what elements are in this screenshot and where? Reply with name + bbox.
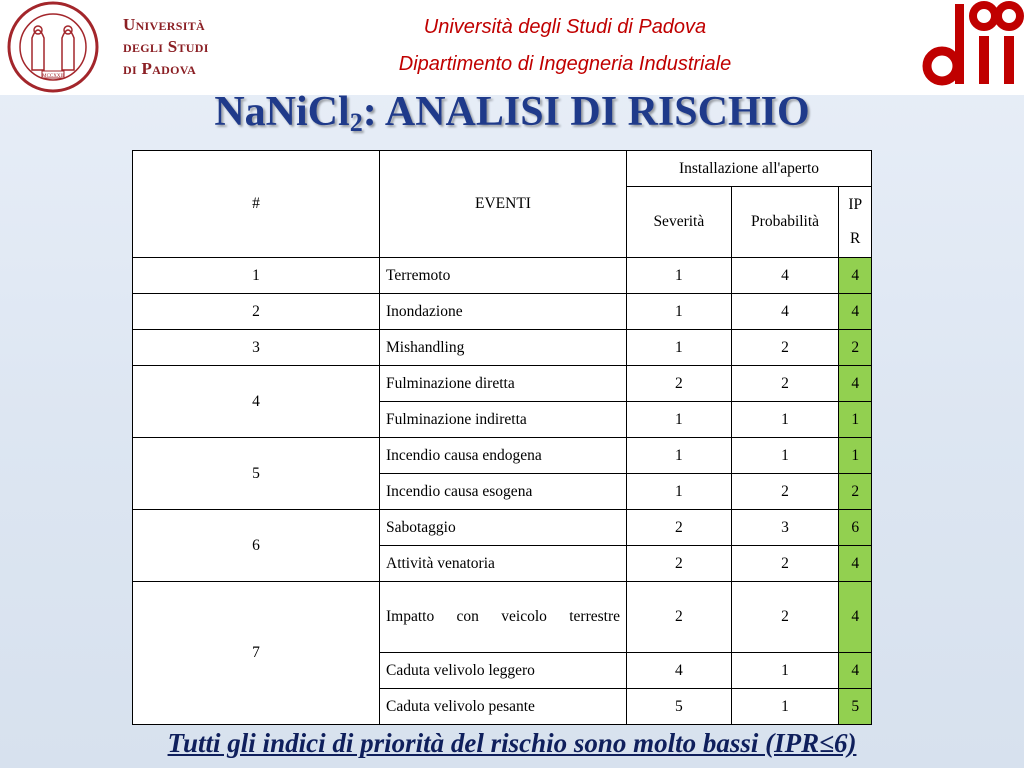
event-name: Terremoto (380, 258, 627, 294)
table-row (133, 258, 872, 294)
header-severity: Severità (627, 187, 732, 258)
footer-note: Tutti gli indici di priorità del rischio sono molto bassi (IPR≤6) (167, 728, 857, 758)
probability-value: 1 (731, 653, 839, 689)
severity-value: 2 (627, 582, 732, 653)
university-name-line2: degli Studi (123, 37, 209, 56)
ipr-value: 5 (839, 689, 872, 725)
department-logo (908, 0, 1024, 95)
ipr-value: 4 (839, 294, 872, 330)
row-number: 1 (133, 258, 380, 294)
ipr-value: 6 (839, 510, 872, 546)
table-row (133, 294, 872, 330)
row-number: 3 (133, 330, 380, 366)
header-university: Università degli Studi di Padova (423, 16, 707, 38)
row-number: 5 (133, 438, 380, 510)
row-number: 7 (133, 582, 380, 725)
ipr-value: 4 (839, 582, 872, 653)
ipr-value: 4 (839, 258, 872, 294)
dii-logo-icon (908, 0, 1024, 95)
table-row (133, 366, 872, 402)
table-row (133, 510, 872, 546)
title-subscript: 2 (349, 108, 363, 137)
event-name: Caduta velivolo leggero (380, 653, 627, 689)
header-band (222, 0, 908, 95)
ipr-value: 4 (839, 653, 872, 689)
event-name: Mishandling (380, 330, 627, 366)
university-name (123, 14, 223, 80)
header-department: Dipartimento di Ingegneria Industriale (398, 53, 732, 75)
row-number: 2 (133, 294, 380, 330)
probability-value: 3 (731, 510, 839, 546)
table-row (133, 330, 872, 366)
probability-value: 2 (731, 582, 839, 653)
ipr-value: 2 (839, 474, 872, 510)
ipr-value: 1 (839, 402, 872, 438)
severity-value: 2 (627, 366, 732, 402)
probability-value: 2 (731, 330, 839, 366)
table-header-row-1 (133, 151, 872, 187)
probability-value: 1 (731, 689, 839, 725)
probability-value: 4 (731, 258, 839, 294)
severity-value: 1 (627, 474, 732, 510)
header-ipr-line2: R (850, 230, 861, 247)
row-number: 4 (133, 366, 380, 438)
header-num: # (133, 151, 380, 258)
ipr-value: 4 (839, 546, 872, 582)
probability-value: 2 (731, 546, 839, 582)
table-row (133, 582, 872, 653)
header-group: Installazione all'aperto (627, 151, 872, 187)
university-name-line1: Università (123, 15, 205, 34)
title-suffix: : ANALISI DI RISCHIO (362, 89, 810, 135)
event-name: Inondazione (380, 294, 627, 330)
probability-value: 1 (731, 402, 839, 438)
row-number: 6 (133, 510, 380, 582)
event-name: Fulminazione diretta (380, 366, 627, 402)
probability-value: 2 (731, 366, 839, 402)
header-events: EVENTI (380, 151, 627, 258)
severity-value: 1 (627, 402, 732, 438)
severity-value: 1 (627, 330, 732, 366)
risk-table (132, 150, 872, 725)
probability-value: 4 (731, 294, 839, 330)
seal-year: MCCXXII (42, 74, 64, 79)
event-name: Fulminazione indiretta (380, 402, 627, 438)
ipr-value: 4 (839, 366, 872, 402)
ipr-value: 2 (839, 330, 872, 366)
severity-value: 1 (627, 258, 732, 294)
header-ipr-line1: IP (848, 196, 863, 213)
page-title (0, 88, 1024, 138)
severity-value: 1 (627, 438, 732, 474)
event-name: Sabotaggio (380, 510, 627, 546)
severity-value: 1 (627, 294, 732, 330)
header-ipr (839, 187, 872, 258)
university-name-line3: di Padova (123, 59, 197, 78)
severity-value: 5 (627, 689, 732, 725)
event-name: Caduta velivolo pesante (380, 689, 627, 725)
event-name: Incendio causa endogena (380, 438, 627, 474)
university-seal-icon (2, 0, 104, 95)
probability-value: 2 (731, 474, 839, 510)
title-prefix: NaNiCl (214, 89, 350, 135)
event-name: Impatto con veicolo terrestre (380, 582, 627, 653)
ipr-value: 1 (839, 438, 872, 474)
event-name: Incendio causa esogena (380, 474, 627, 510)
severity-value: 2 (627, 510, 732, 546)
table-row (133, 438, 872, 474)
event-name: Attività venatoria (380, 546, 627, 582)
severity-value: 4 (627, 653, 732, 689)
probability-value: 1 (731, 438, 839, 474)
severity-value: 2 (627, 546, 732, 582)
university-logo (0, 0, 222, 95)
header-probability: Probabilità (731, 187, 839, 258)
